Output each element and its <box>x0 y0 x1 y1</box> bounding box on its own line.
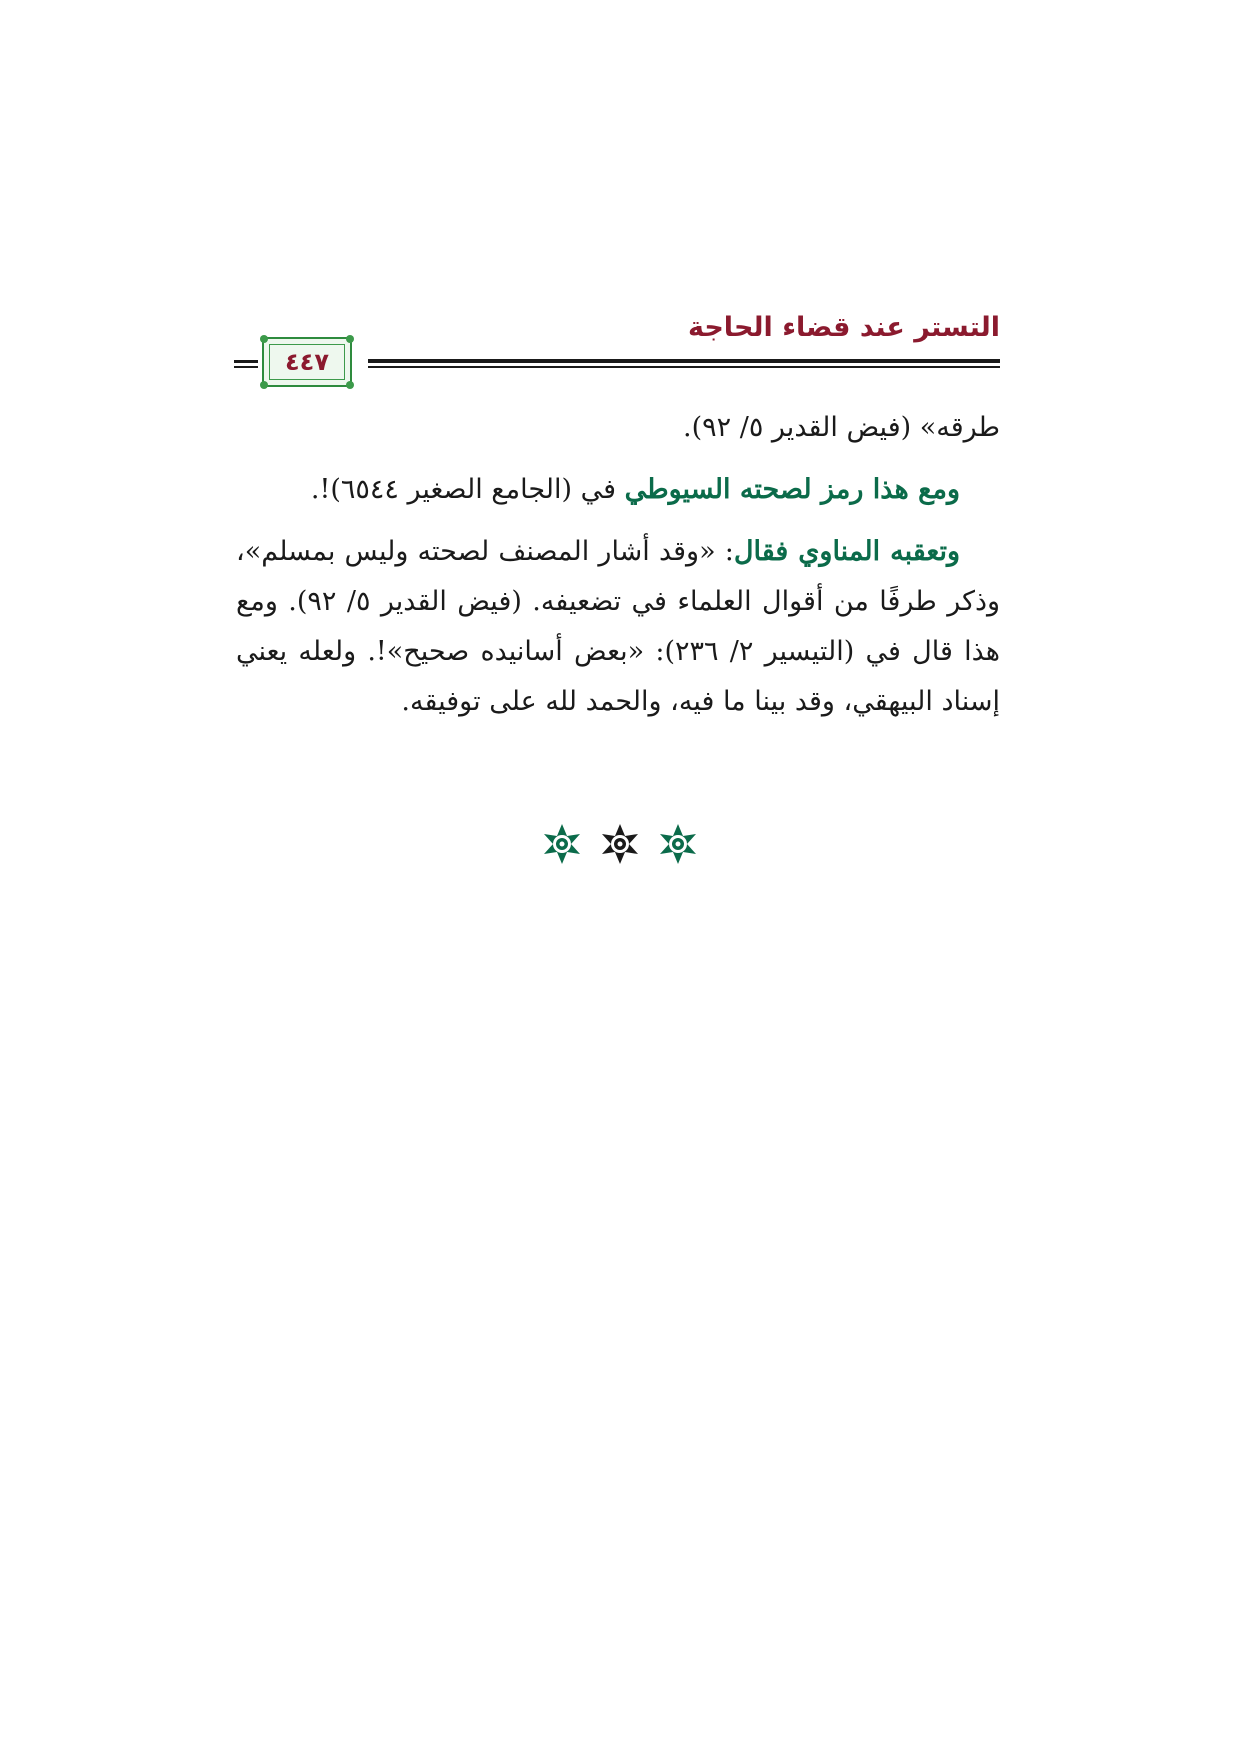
flower-ornament-icon <box>656 822 700 866</box>
text-run: في (الجامع الصغير ٦٥٤٤)!. <box>310 474 625 505</box>
text-run: طرقه» (فيض القدير ٥/ ٩٢). <box>682 412 1000 443</box>
flower-ornament-icon <box>598 822 642 866</box>
page-number-badge <box>262 337 352 387</box>
paragraph-3 <box>236 527 1000 727</box>
section-end-ornaments <box>540 822 700 866</box>
header-rule-left-thin <box>234 366 258 368</box>
running-header-title: التستر عند قضاء الحاجة <box>687 312 1000 343</box>
highlighted-text-run: وتعقبه المناوي فقال <box>733 536 960 567</box>
highlighted-text-run: ومع هذا رمز لصحته السيوطي <box>624 474 960 505</box>
badge-corner-ornament <box>260 335 268 343</box>
header-rule <box>368 359 1000 363</box>
badge-corner-ornament <box>346 335 354 343</box>
page-number: ٤٤٧ <box>285 348 329 376</box>
flower-ornament-icon <box>540 822 584 866</box>
badge-corner-ornament <box>346 381 354 389</box>
paragraph-1 <box>236 403 1000 453</box>
body-text <box>236 403 1000 727</box>
badge-corner-ornament <box>260 381 268 389</box>
header-rule-left <box>234 360 258 363</box>
header-rule-thin <box>368 366 1000 368</box>
text-run: : «وقد أشار المصنف لصحته وليس بمسلم»، وذكر طرفًا من أقوال العلماء في تضعيفه. (فيض القدير ٥/ ٩٢). ومع هذا قال في (التيسير ٢/ ٢٣٦): «بعض أسانيده صحيح»!. ولعله يعني إسناد البيهقي، وقد بينا ما فيه، والحمد لله على توفيقه. <box>236 536 1001 717</box>
paragraph-2 <box>236 465 1000 515</box>
